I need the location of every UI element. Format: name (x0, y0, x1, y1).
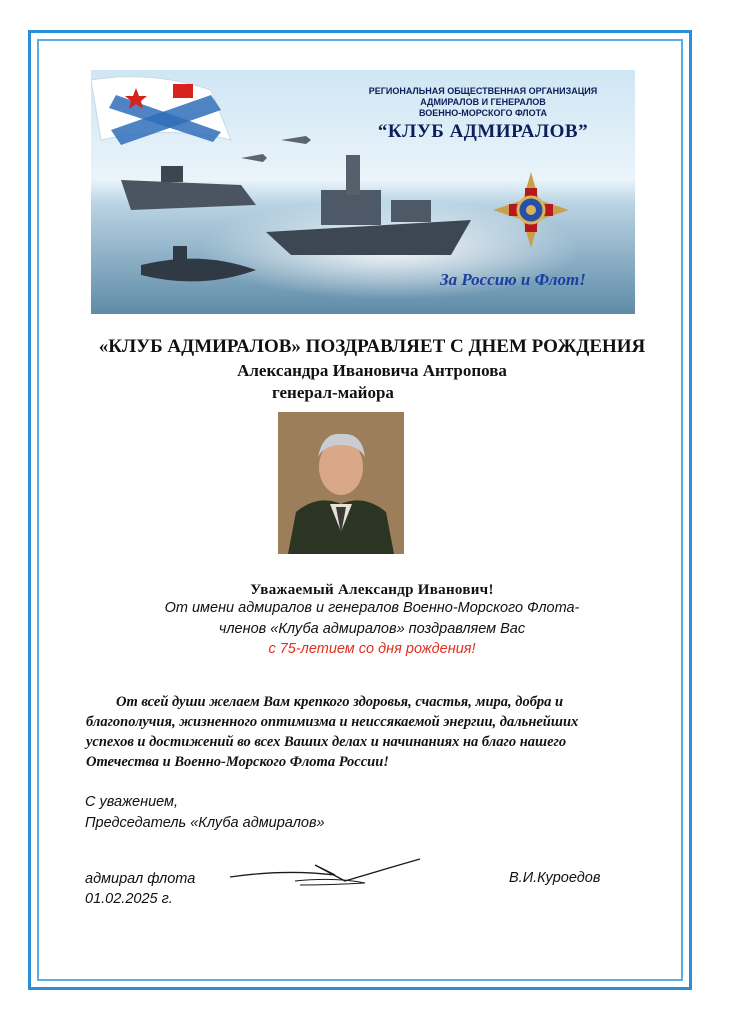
wish-line-4: Отечества и Военно-Морского Флота России! (86, 754, 389, 770)
salutation: Уважаемый Александр Иванович! (250, 582, 494, 598)
handwritten-signature (225, 855, 425, 895)
club-name: “КЛУБ АДМИРАЛОВ” (377, 121, 589, 142)
organization-name (318, 86, 648, 119)
signer-rank: адмирал флота (85, 871, 196, 887)
org-line-2: АДМИРАЛОВ И ГЕНЕРАЛОВ (420, 97, 546, 107)
greeting-line-2: членов «Клуба адмиралов» поздравляем Вас (218, 621, 526, 637)
title-line-1: «КЛУБ АДМИРАЛОВ» ПОЗДРАВЛЯЕТ С ДНЕМ РОЖДЕНИЯ (98, 336, 646, 357)
org-line-3: ВОЕННО-МОРСКОГО ФЛОТА (418, 108, 548, 118)
title-line-3: генерал-майора (272, 383, 394, 402)
wish-paragraph (86, 692, 696, 772)
document-date: 01.02.2025 г. (85, 891, 173, 907)
title-line-2: Александра Ивановича Антропова (237, 361, 507, 380)
signer-name: В.И.Куроедов (509, 870, 601, 886)
portrait-photo (278, 412, 404, 554)
regards: С уважением, (85, 794, 179, 810)
motto: За Россию и Флот! (440, 270, 586, 289)
anniversary-line: с 75-летием со дня рождения! (268, 641, 476, 657)
signer-position: Председатель «Клуба адмиралов» (85, 815, 325, 831)
wish-line-1: От всей души желаем Вам крепкого здоровья, счастья, мира, добра и (116, 694, 564, 710)
greeting-line-1: От имени адмиралов и генералов Военно-Морского Флота- (164, 600, 580, 616)
wish-line-2: благополучия, жизненного оптимизма и неиссякаемой энергии, дальнейших (86, 714, 579, 730)
wish-line-3: успехов и достижений во всех Ваших делах и начинаниях на благо нашего (86, 734, 567, 750)
org-line-1: РЕГИОНАЛЬНАЯ ОБЩЕСТВЕННАЯ ОРГАНИЗАЦИЯ (368, 86, 598, 96)
